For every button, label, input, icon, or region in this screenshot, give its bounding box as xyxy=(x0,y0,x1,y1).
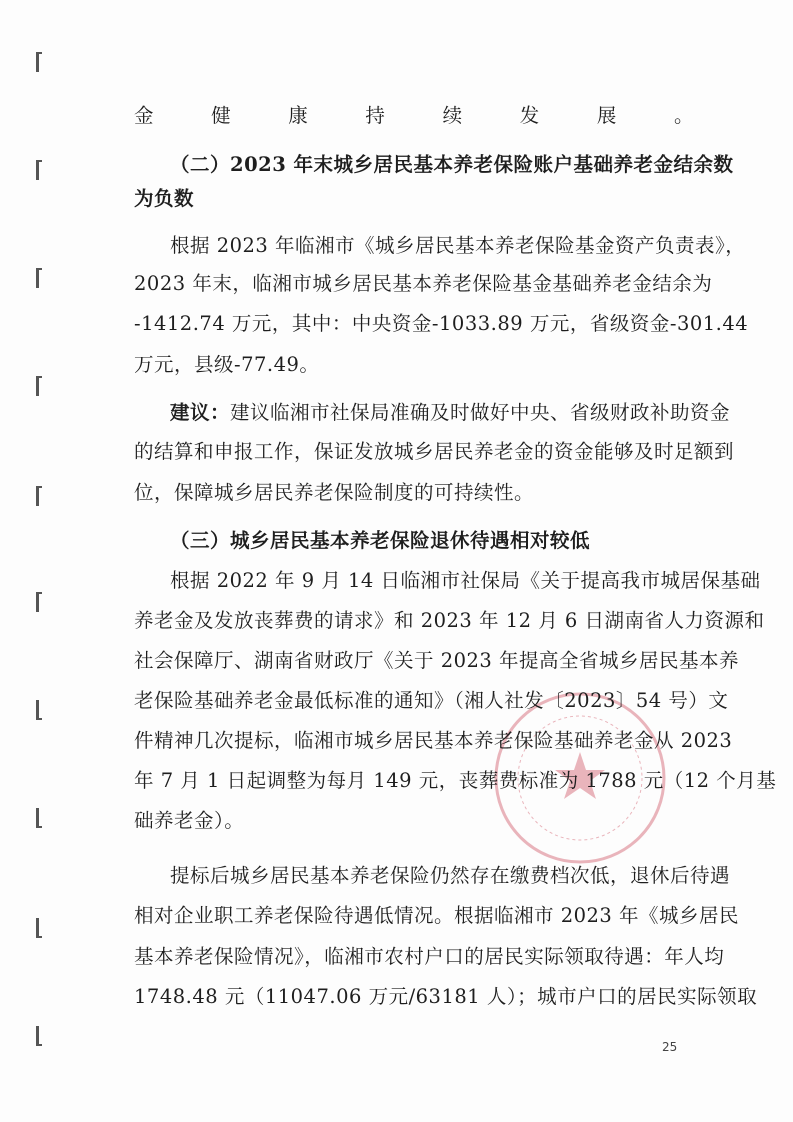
text-line: 相对企业职工养老保险待遇低情况。根据临湘市 2023 年《城乡居民 xyxy=(134,904,740,927)
text-line: 根据 2023 年临湘市《城乡居民基本养老保险基金资产负责表》， xyxy=(170,234,746,257)
binding-mark xyxy=(36,918,39,938)
binding-mark xyxy=(36,486,39,506)
section-heading: （二）2023 年末城乡居民基本养老保险账户基础养老金结余数 xyxy=(170,153,734,176)
text-line: 万元，县级-77.49。 xyxy=(134,353,320,376)
recommendation-label: 建议： xyxy=(170,401,231,424)
text-line: 础养老金）。 xyxy=(134,809,245,832)
binding-mark xyxy=(36,1026,39,1046)
binding-mark xyxy=(36,268,39,288)
text-line: 建议：建议临湘市社保局准确及时做好中央、省级财政补助资金 xyxy=(170,401,731,424)
binding-mark xyxy=(36,376,39,396)
binding-mark xyxy=(36,592,39,612)
page-number: 25 xyxy=(662,1040,678,1054)
text-line: 件精神几次提标，临湘市城乡居民基本养老保险基础养老金从 2023 xyxy=(134,729,733,752)
binding-mark xyxy=(36,52,39,72)
text-line: -1412.74 万元，其中：中央资金-1033.89 万元，省级资金-301.44 xyxy=(134,312,749,335)
text-line: 2023 年末，临湘市城乡居民基本养老保险基金基础养老金结余为 xyxy=(134,272,713,295)
text-line: 金健康持续发展。 xyxy=(134,104,694,127)
text-line: 提标后城乡居民基本养老保险仍然存在缴费档次低，退休后待遇 xyxy=(170,864,731,887)
binding-mark xyxy=(36,808,39,828)
binding-mark xyxy=(36,700,39,720)
binding-mark xyxy=(36,160,39,180)
text-line: 年 7 月 1 日起调整为每月 149 元，丧葬费标准为 1788 元（12 个月基 xyxy=(134,769,777,792)
text-line: 根据 2022 年 9 月 14 日临湘市社保局《关于提高我市城居保基础 xyxy=(170,569,761,592)
text-line: 老保险基础养老金最低标准的通知》（湘人社发〔2023〕54 号）文 xyxy=(134,689,729,712)
text-line: 1748.48 元（11047.06 万元/63181 人）；城市户口的居民实际领取 xyxy=(134,985,758,1008)
section-heading: （三）城乡居民基本养老保险退休待遇相对较低 xyxy=(170,529,591,552)
text-line: 基本养老保险情况》，临湘市农村户口的居民实际领取待遇：年人均 xyxy=(134,945,725,968)
section-heading: 为负数 xyxy=(134,187,195,210)
text-line: 的结算和申报工作，保证发放城乡居民养老金的资金能够及时足额到 xyxy=(134,440,735,463)
text-line: 养老金及发放丧葬费的请求》和 2023 年 12 月 6 日湖南省人力资源和 xyxy=(134,609,765,632)
text-line: 社会保障厅、湖南省财政厅《关于 2023 年提高全省城乡居民基本养 xyxy=(134,649,740,672)
text-line: 位，保障城乡居民养老保险制度的可持续性。 xyxy=(134,481,535,504)
